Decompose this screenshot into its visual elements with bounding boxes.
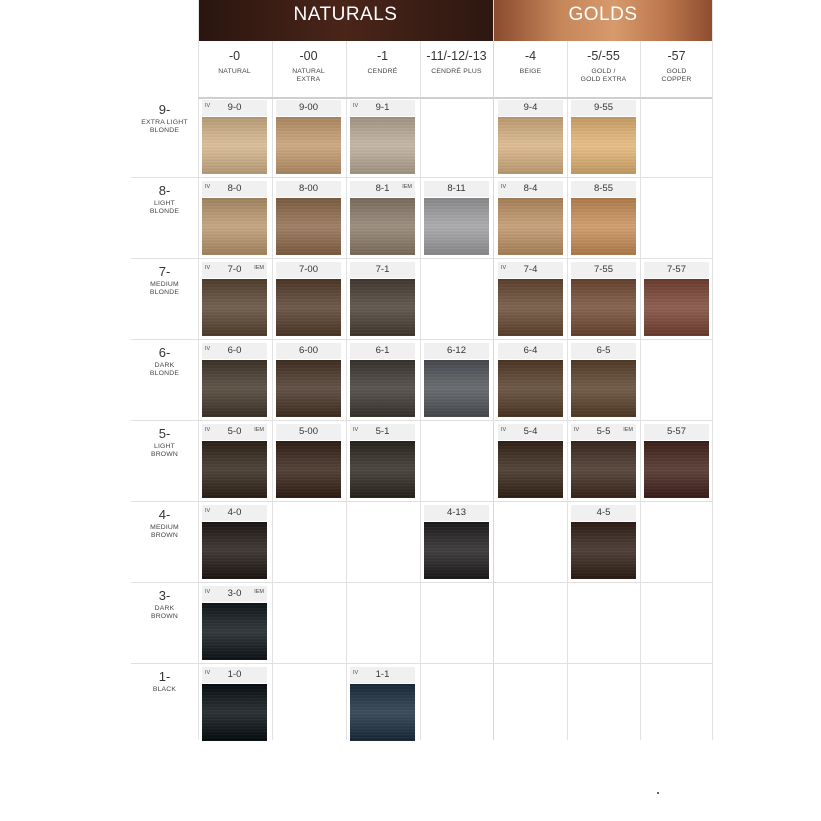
hair-swatch: [202, 117, 267, 174]
row-level: 7-: [158, 264, 171, 279]
iem-tag: IEM: [254, 589, 264, 595]
hair-swatch: [350, 198, 415, 255]
iv-tag: IV: [205, 346, 211, 352]
swatch-code: 4-13: [446, 507, 466, 518]
column-code: -11/-12/-13: [426, 49, 487, 63]
swatch-code: 8-0: [227, 183, 242, 194]
swatch-code: 6-1: [375, 345, 390, 356]
swatch-label-bar: [571, 100, 636, 116]
column-header: [640, 41, 713, 97]
row-divider: [198, 97, 712, 99]
hair-swatch: [350, 684, 415, 741]
column-divider: [567, 41, 568, 740]
hair-swatch: [571, 441, 636, 498]
column-code: -1: [376, 49, 389, 63]
swatch-5-5[interactable]: [571, 424, 636, 499]
swatch-label-bar: [498, 343, 563, 359]
row-divider: [131, 501, 712, 502]
iv-tag: IV: [205, 265, 211, 271]
hair-swatch: [276, 441, 341, 498]
swatch-label-bar: [350, 343, 415, 359]
column-divider: [346, 41, 347, 740]
row-header: [131, 345, 198, 378]
row-name: MEDIUM BROWN: [150, 524, 179, 539]
row-header: [131, 426, 198, 459]
swatch-code: 7-00: [298, 264, 318, 275]
swatch-code: 8-11: [447, 183, 466, 194]
swatch-7-55[interactable]: [571, 262, 636, 337]
hair-swatch: [571, 117, 636, 174]
hair-swatch: [202, 603, 267, 660]
swatch-8-00[interactable]: [276, 181, 341, 256]
hair-swatch: [276, 117, 341, 174]
column-code: -0: [228, 49, 241, 63]
swatch-code: 9-4: [523, 102, 538, 113]
swatch-code: 9-55: [593, 102, 613, 113]
column-divider: [493, 0, 494, 740]
swatch-5-4[interactable]: [498, 424, 563, 499]
iv-tag: IV: [205, 184, 211, 190]
swatch-7-1[interactable]: [350, 262, 415, 337]
swatch-code: 3-0: [227, 588, 242, 599]
iv-tag: IV: [205, 589, 211, 595]
row-header: [131, 102, 198, 135]
column-header: [272, 41, 345, 97]
swatch-label-bar: [571, 343, 636, 359]
column-name: GOLD / GOLD EXTRA: [580, 68, 627, 83]
swatch-6-5[interactable]: [571, 343, 636, 418]
swatch-label-bar: [350, 667, 415, 683]
iv-tag: IV: [353, 427, 359, 433]
swatch-code: 8-1: [375, 183, 390, 194]
swatch-5-1[interactable]: [350, 424, 415, 499]
swatch-label-bar: [276, 424, 341, 440]
column-header: [198, 41, 271, 97]
swatch-label-bar: [202, 586, 267, 602]
swatch-code: 7-55: [593, 264, 613, 275]
swatch-label-bar: [571, 181, 636, 197]
row-name: DARK BLONDE: [149, 362, 180, 377]
column-name: NATURAL EXTRA: [292, 68, 325, 83]
swatch-label-bar: [202, 262, 267, 278]
hair-swatch: [202, 684, 267, 741]
hair-swatch: [571, 522, 636, 579]
iv-tag: IV: [205, 427, 211, 433]
swatch-6-12[interactable]: [424, 343, 489, 418]
swatch-5-00[interactable]: [276, 424, 341, 499]
golds-banner: [494, 0, 712, 41]
swatch-code: 8-4: [523, 183, 538, 194]
swatch-5-0[interactable]: [202, 424, 267, 499]
swatch-code: 6-5: [596, 345, 611, 356]
swatch-8-0[interactable]: [202, 181, 267, 256]
row-name: DARK BROWN: [150, 605, 179, 620]
column-header: [567, 41, 640, 97]
swatch-7-00[interactable]: [276, 262, 341, 337]
row-name: BLACK: [152, 686, 177, 693]
column-header: [494, 41, 567, 97]
hair-swatch: [571, 360, 636, 417]
swatch-6-1[interactable]: [350, 343, 415, 418]
swatch-label-bar: [276, 262, 341, 278]
iv-tag: IV: [574, 427, 580, 433]
column-divider: [640, 41, 641, 740]
hair-swatch: [202, 198, 267, 255]
row-header: [131, 669, 198, 694]
row-divider: [131, 339, 712, 340]
swatch-label-bar: [424, 181, 489, 197]
iv-tag: IV: [501, 427, 507, 433]
naturals-banner: [198, 0, 493, 41]
swatch-code: 5-1: [375, 426, 390, 437]
column-header: [420, 41, 493, 97]
swatch-label-bar: [350, 181, 415, 197]
swatch-label-bar: [202, 505, 267, 521]
swatch-9-00[interactable]: [276, 100, 341, 175]
swatch-code: 4-0: [227, 507, 242, 518]
swatch-8-55[interactable]: [571, 181, 636, 256]
swatch-4-13[interactable]: [424, 505, 489, 580]
swatch-5-57[interactable]: [644, 424, 709, 499]
row-header: [131, 588, 198, 621]
row-name: LIGHT BROWN: [150, 443, 179, 458]
swatch-1-1[interactable]: [350, 667, 415, 742]
column-code: -5/-55: [587, 49, 620, 63]
iem-tag: IEM: [623, 427, 633, 433]
swatch-code: 5-5: [596, 426, 611, 437]
hair-swatch: [276, 279, 341, 336]
swatch-label-bar: [424, 343, 489, 359]
naturals-title: NATURALS: [293, 4, 398, 25]
row-divider: [131, 177, 712, 178]
swatch-label-bar: [202, 343, 267, 359]
iv-tag: IV: [501, 265, 507, 271]
swatch-7-4[interactable]: [498, 262, 563, 337]
swatch-code: 7-4: [523, 264, 538, 275]
hair-swatch: [350, 441, 415, 498]
row-name: LIGHT BLONDE: [149, 200, 180, 215]
iv-tag: IV: [205, 670, 211, 676]
swatch-1-0[interactable]: [202, 667, 267, 742]
swatch-label-bar: [276, 181, 341, 197]
swatch-code: 6-12: [446, 345, 466, 356]
swatch-code: 8-00: [298, 183, 318, 194]
row-level: 6-: [158, 345, 171, 360]
swatch-9-1[interactable]: [350, 100, 415, 175]
row-header: [131, 264, 198, 297]
swatch-code: 7-57: [666, 264, 686, 275]
hair-swatch: [276, 198, 341, 255]
hair-swatch: [350, 279, 415, 336]
hair-swatch: [350, 117, 415, 174]
row-level: 4-: [158, 507, 171, 522]
swatch-6-00[interactable]: [276, 343, 341, 418]
swatch-code: 1-1: [375, 669, 390, 680]
column-name: NATURAL: [218, 68, 251, 75]
swatch-code: 5-57: [666, 426, 686, 437]
row-level: 5-: [158, 426, 171, 441]
hair-swatch: [571, 279, 636, 336]
row-level: 3-: [158, 588, 171, 603]
column-code: -4: [524, 49, 537, 63]
row-header: [131, 507, 198, 540]
swatch-code: 9-00: [298, 102, 318, 113]
swatch-code: 5-00: [298, 426, 318, 437]
swatch-8-11[interactable]: [424, 181, 489, 256]
hair-swatch: [644, 279, 709, 336]
row-level: 1-: [158, 669, 171, 684]
iv-tag: IV: [501, 184, 507, 190]
swatch-9-55[interactable]: [571, 100, 636, 175]
hair-swatch: [571, 198, 636, 255]
swatch-code: 8-55: [593, 183, 613, 194]
swatch-code: 6-00: [298, 345, 318, 356]
swatch-9-0[interactable]: [202, 100, 267, 175]
golds-title: GOLDS: [568, 4, 638, 25]
column-divider: [272, 41, 273, 740]
column-header: [346, 41, 419, 97]
hair-swatch: [202, 441, 267, 498]
hair-swatch: [498, 441, 563, 498]
swatch-label-bar: [202, 667, 267, 683]
swatch-label-bar: [276, 343, 341, 359]
swatch-code: 5-4: [523, 426, 538, 437]
swatch-label-bar: [498, 100, 563, 116]
swatch-6-0[interactable]: [202, 343, 267, 418]
row-divider: [131, 258, 712, 259]
row-level: 9-: [158, 102, 171, 117]
hair-swatch: [424, 360, 489, 417]
hair-swatch: [498, 198, 563, 255]
swatch-6-4[interactable]: [498, 343, 563, 418]
swatch-code: 9-1: [375, 102, 390, 113]
swatch-code: 7-0: [227, 264, 242, 275]
column-divider: [198, 0, 199, 740]
iv-tag: IV: [353, 670, 359, 676]
swatch-code: 4-5: [596, 507, 611, 518]
swatch-label-bar: [644, 424, 709, 440]
swatch-8-1[interactable]: [350, 181, 415, 256]
swatch-4-5[interactable]: [571, 505, 636, 580]
column-name: GOLD COPPER: [661, 68, 692, 83]
hair-swatch: [498, 360, 563, 417]
swatch-label-bar: [571, 424, 636, 440]
swatch-label-bar: [202, 181, 267, 197]
swatch-code: 9-0: [227, 102, 242, 113]
iem-tag: IEM: [254, 427, 264, 433]
swatch-label-bar: [202, 100, 267, 116]
swatch-code: 7-1: [375, 264, 390, 275]
column-code: -00: [299, 49, 318, 63]
swatch-label-bar: [498, 181, 563, 197]
swatch-code: 1-0: [227, 669, 242, 680]
column-name: CENDRÉ: [367, 68, 398, 75]
hair-swatch: [644, 441, 709, 498]
swatch-code: 5-0: [227, 426, 242, 437]
hair-swatch: [498, 279, 563, 336]
hair-swatch: [202, 522, 267, 579]
hair-swatch: [498, 117, 563, 174]
swatch-3-0[interactable]: [202, 586, 267, 661]
swatch-label-bar: [424, 505, 489, 521]
swatch-label-bar: [350, 424, 415, 440]
swatch-label-bar: [276, 100, 341, 116]
column-divider: [712, 0, 713, 740]
swatch-code: 6-0: [227, 345, 242, 356]
hair-swatch: [350, 360, 415, 417]
swatch-4-0[interactable]: [202, 505, 267, 580]
row-level: 8-: [158, 183, 171, 198]
hair-swatch: [424, 522, 489, 579]
column-code: -57: [667, 49, 686, 63]
hair-swatch: [202, 279, 267, 336]
swatch-code: 6-4: [523, 345, 538, 356]
hair-swatch: [424, 198, 489, 255]
row-divider: [131, 663, 712, 664]
swatch-label-bar: [571, 262, 636, 278]
row-header: [131, 183, 198, 216]
swatch-label-bar: [498, 262, 563, 278]
row-divider: [131, 420, 712, 421]
hair-swatch: [276, 360, 341, 417]
row-name: MEDIUM BLONDE: [149, 281, 180, 296]
iv-tag: IV: [205, 103, 211, 109]
swatch-label-bar: [350, 262, 415, 278]
page-dot: [657, 792, 659, 794]
iem-tag: IEM: [402, 184, 412, 190]
column-name: CENDRÉ PLUS: [431, 68, 482, 75]
swatch-label-bar: [571, 505, 636, 521]
iem-tag: IEM: [254, 265, 264, 271]
row-name: EXTRA LIGHT BLONDE: [141, 119, 188, 134]
swatch-7-57[interactable]: [644, 262, 709, 337]
row-divider: [131, 582, 712, 583]
swatch-label-bar: [644, 262, 709, 278]
swatch-8-4[interactable]: [498, 181, 563, 256]
swatch-7-0[interactable]: [202, 262, 267, 337]
swatch-label-bar: [350, 100, 415, 116]
column-name: BEIGE: [519, 68, 542, 75]
iv-tag: IV: [353, 103, 359, 109]
iv-tag: IV: [205, 508, 211, 514]
swatch-label-bar: [498, 424, 563, 440]
column-divider: [420, 41, 421, 740]
swatch-label-bar: [202, 424, 267, 440]
swatch-9-4[interactable]: [498, 100, 563, 175]
hair-swatch: [202, 360, 267, 417]
